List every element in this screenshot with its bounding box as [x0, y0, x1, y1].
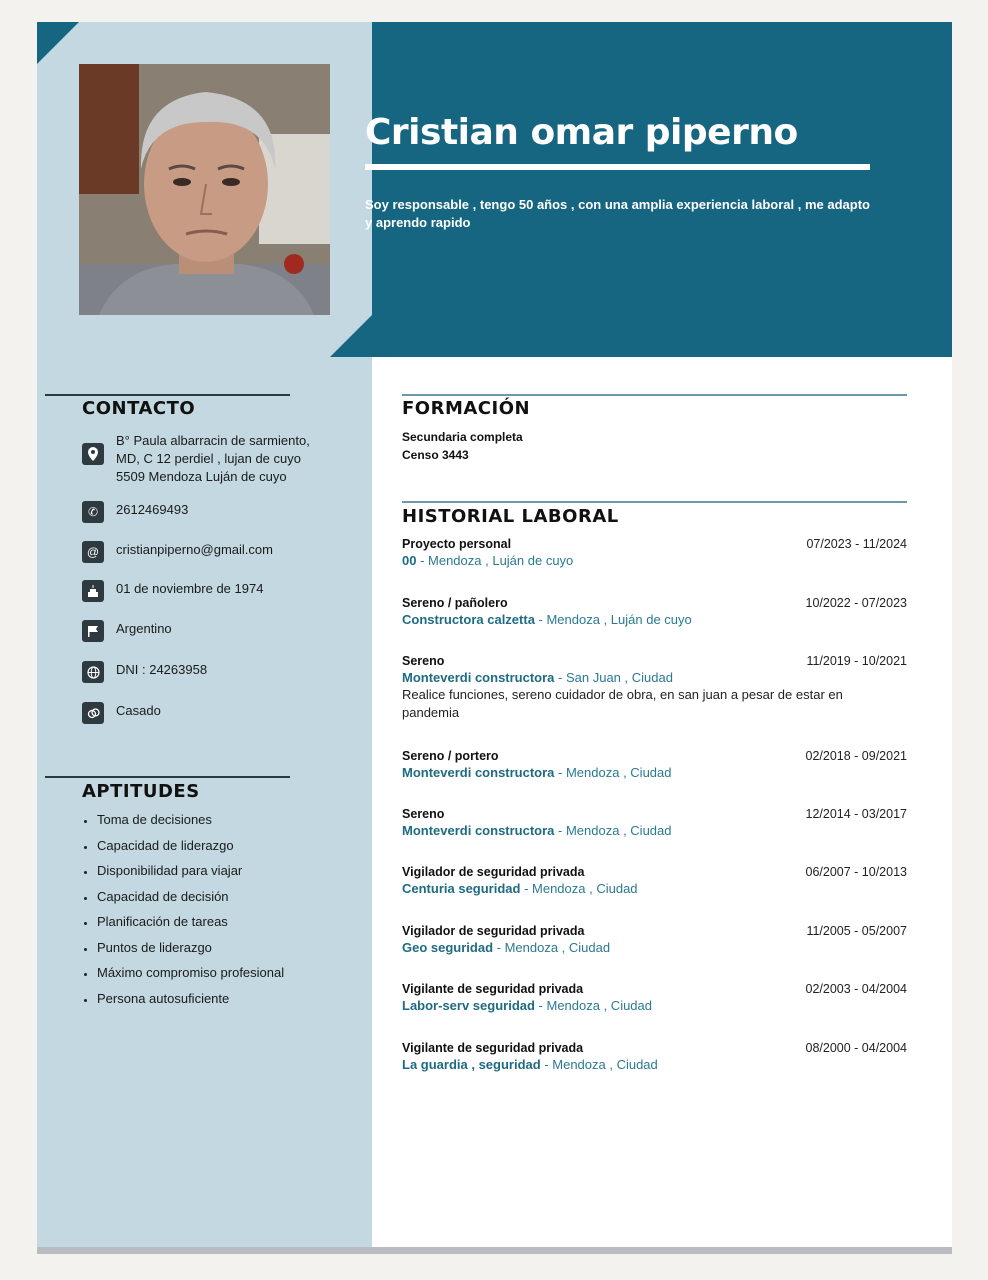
section-divider — [45, 776, 290, 778]
skill-item: Disponibilidad para viajar — [82, 863, 342, 889]
contact-address — [82, 432, 362, 486]
job-dates: 11/2005 - 05/2007 — [806, 924, 907, 938]
dni-value: DNI : 24263958 — [116, 662, 208, 677]
contact-dni — [82, 661, 362, 683]
job-entry — [402, 1041, 907, 1072]
job-entry — [402, 654, 907, 722]
profile-photo — [79, 64, 330, 315]
job-entry — [402, 596, 907, 627]
name-underline — [365, 164, 870, 170]
job-title: Vigilador de seguridad privada — [402, 865, 585, 879]
job-entry — [402, 749, 907, 780]
contact-nationality — [82, 620, 362, 642]
corner-decoration — [37, 22, 79, 64]
job-location: - Mendoza , Ciudad — [554, 765, 672, 780]
job-location: - San Juan , Ciudad — [554, 670, 673, 685]
contact-email — [82, 541, 362, 563]
birthday-icon — [82, 580, 104, 602]
flag-icon — [82, 620, 104, 642]
job-title: Sereno / portero — [402, 749, 499, 763]
job-entry — [402, 982, 907, 1013]
work-section-title: HISTORIAL LABORAL — [402, 506, 619, 527]
job-company: Labor-serv seguridad — [402, 998, 535, 1013]
job-company: Monteverdi constructora — [402, 823, 555, 838]
job-company: Constructora calzetta — [402, 612, 535, 627]
job-location: - Mendoza , Luján de cuyo — [416, 553, 574, 568]
job-title: Sereno — [402, 654, 445, 668]
job-company: 00 — [402, 553, 417, 568]
skill-item: Puntos de liderazgo — [82, 940, 342, 966]
job-location: - Mendoza , Ciudad — [554, 823, 672, 838]
job-entry — [402, 865, 907, 896]
job-dates: 10/2022 - 07/2023 — [805, 596, 907, 610]
job-description: Realice funciones, sereno cuidador de obra, en san juan a pesar de estar en pandemia — [402, 687, 843, 720]
job-company: Monteverdi constructora — [402, 670, 555, 685]
globe-icon — [82, 661, 104, 683]
contact-marital-status — [82, 702, 362, 724]
email-value: cristianpiperno@gmail.com — [116, 542, 273, 557]
job-title: Vigilante de seguridad privada — [402, 1041, 584, 1055]
corner-decoration — [330, 315, 372, 357]
job-title: Vigilante de seguridad privada — [402, 982, 584, 996]
job-title: Sereno — [402, 807, 445, 821]
email-icon: @ — [82, 541, 104, 563]
rings-icon — [82, 702, 104, 724]
footer-bar — [37, 1247, 952, 1254]
job-dates: 08/2000 - 04/2004 — [805, 1041, 907, 1055]
phone-value: 2612469493 — [116, 502, 189, 517]
nationality-value: Argentino — [116, 621, 172, 636]
contact-phone — [82, 501, 362, 523]
job-company: Centuria seguridad — [402, 881, 521, 896]
job-dates: 02/2003 - 04/2004 — [805, 982, 907, 996]
job-title: Sereno / pañolero — [402, 596, 508, 610]
location-icon — [82, 443, 104, 465]
skill-item: Capacidad de liderazgo — [82, 838, 342, 864]
skill-item: Toma de decisiones — [82, 812, 342, 838]
job-company: Geo seguridad — [402, 940, 494, 955]
education-school: Censo 3443 — [402, 448, 469, 462]
skill-item: Máximo compromiso profesional — [82, 965, 342, 991]
job-location: - Mendoza , Ciudad — [520, 881, 638, 896]
address-line: MD, C 12 perdiel , lujan de cuyo — [116, 451, 301, 466]
job-dates: 07/2023 - 11/2024 — [806, 537, 907, 551]
profile-summary: Soy responsable , tengo 50 años , con una amplia experiencia laboral , me adapto y aprendo rapido — [365, 197, 870, 230]
section-divider — [45, 394, 290, 396]
skill-item: Planificación de tareas — [82, 914, 342, 940]
job-location: - Mendoza , Ciudad — [493, 940, 611, 955]
job-company: Monteverdi constructora — [402, 765, 555, 780]
job-entry — [402, 807, 907, 838]
job-dates: 11/2019 - 10/2021 — [806, 654, 907, 668]
skills-section-title: APTITUDES — [82, 781, 200, 802]
marital-status-value: Casado — [116, 703, 161, 718]
job-dates: 12/2014 - 03/2017 — [805, 807, 907, 821]
job-company: La guardia , seguridad — [402, 1057, 541, 1072]
job-dates: 02/2018 - 09/2021 — [805, 749, 907, 763]
contact-section-title: CONTACTO — [82, 398, 196, 419]
section-divider — [402, 394, 907, 396]
skill-item: Capacidad de decisión — [82, 889, 342, 915]
section-divider — [402, 501, 907, 503]
contact-birthdate — [82, 580, 362, 602]
education-section-title: FORMACIÓN — [402, 398, 531, 419]
birthdate-value: 01 de noviembre de 1974 — [116, 581, 264, 596]
skill-item: Persona autosuficiente — [82, 991, 342, 1017]
job-location: - Mendoza , Ciudad — [540, 1057, 658, 1072]
job-title: Vigilador de seguridad privada — [402, 924, 585, 938]
skills-list — [82, 812, 342, 1016]
job-title: Proyecto personal — [402, 537, 512, 551]
header-banner — [372, 22, 952, 357]
address-line: B° Paula albarracin de sarmiento, — [116, 433, 310, 448]
job-entry — [402, 537, 907, 568]
address-line: 5509 Mendoza Luján de cuyo — [116, 469, 287, 484]
job-dates: 06/2007 - 10/2013 — [805, 865, 907, 879]
job-entry — [402, 924, 907, 955]
candidate-name: Cristian omar piperno — [365, 112, 798, 153]
job-location: - Mendoza , Luján de cuyo — [534, 612, 692, 627]
job-location: - Mendoza , Ciudad — [534, 998, 653, 1013]
education-degree: Secundaria completa — [402, 430, 523, 444]
phone-icon: ✆ — [82, 501, 104, 523]
